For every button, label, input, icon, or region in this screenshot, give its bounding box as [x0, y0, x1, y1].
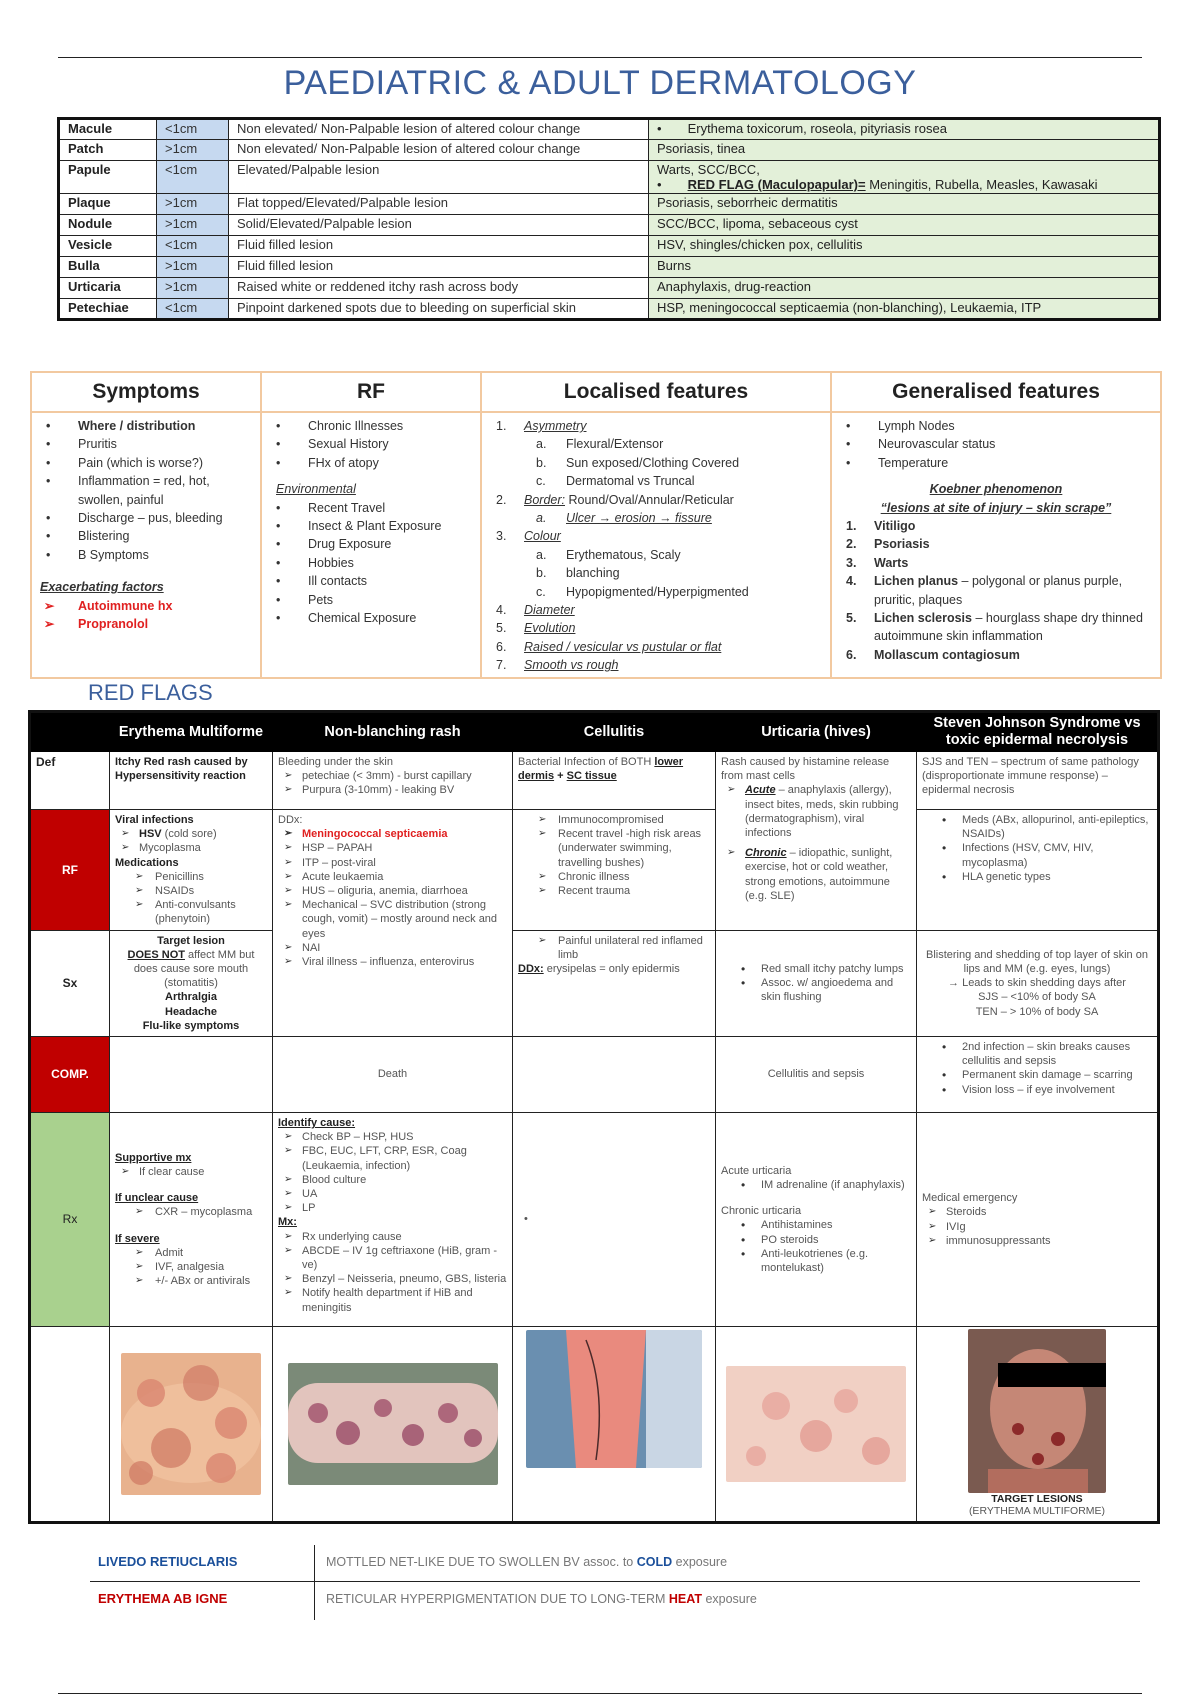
urt-sx [716, 930, 917, 1036]
list-item: • Red small itchy patchy lumps [721, 962, 911, 976]
lesion-size: <1cm [157, 299, 229, 320]
nbr-rx-mx-list [278, 1230, 507, 1315]
list-item: b. blanching [536, 566, 620, 581]
list-item: • HLA genetic types [922, 870, 1152, 884]
list-item: 4. Lichen planus – polygonal or planus purple, pruritic, plaques [846, 574, 1123, 607]
lesion-examples: Anaphylaxis, drug-reaction [649, 278, 1160, 299]
list-item: ➢ Painful unilateral red inflamed limb [518, 934, 710, 962]
list-item: ➢ ABCDE – IV 1g ceftriaxone (HiB, gram -ve) [278, 1244, 507, 1272]
em-sx [110, 930, 273, 1036]
list-item: ➢ FBC, EUC, LFT, CRP, ESR, Coag (Leukaemia, infection) [278, 1144, 507, 1172]
list-item: ➢ If clear cause [115, 1165, 267, 1179]
lesion-description: Raised white or reddened itchy rash across body [229, 278, 649, 299]
urt-rx-acute-list [721, 1178, 911, 1192]
koebner-list [840, 517, 1152, 664]
list-item: ➢ ITP – post-viral [278, 856, 507, 870]
sjs-rx-list [922, 1205, 1152, 1248]
nbr-comp: Death [273, 1037, 513, 1113]
list-item: ➢ Chronic – idiopathic, sunlight, exercise, hot or cold weather, strong emotions, autoimmune (e.g. SLE) [721, 846, 911, 903]
sjs-sx-4: TEN – > 10% of body SA [975, 1005, 1099, 1018]
list-item: • Pruritis [40, 435, 252, 453]
list-item: ➢ Propranolol [40, 615, 252, 633]
page-title: PAEDIATRIC & ADULT DERMATOLOGY [283, 64, 917, 102]
nbr-def-list [278, 769, 507, 797]
list-item: • Hobbies [270, 554, 472, 572]
target-caption-2: (ERYTHEMA MULTIFORME) [968, 1505, 1106, 1518]
erythema-multiforme-photo [121, 1353, 261, 1495]
lesion-description: Fluid filled lesion [229, 236, 649, 257]
urt-rx-acute: Acute urticaria [721, 1164, 792, 1177]
list-item: • Insect & Plant Exposure [270, 517, 472, 535]
list-item: ➢ Recent trauma [518, 884, 710, 898]
livedo-text: MOTTLED NET-LIKE DUE TO SWOLLEN BV assoc. to COLD exposure [326, 1555, 728, 1569]
table-row [59, 119, 1160, 140]
list-item: c. Dermatomal vs Truncal [536, 474, 695, 489]
list-item: ➢ Anti-convulsants (phenytoin) [115, 898, 267, 926]
bottom-divider-vertical [314, 1545, 315, 1620]
lesion-size: >1cm [157, 215, 229, 236]
list-item: 6. Mollascum contagiosum [846, 647, 1020, 662]
list-item: ➢ immunosuppressants [922, 1234, 1152, 1248]
generalised-list [840, 417, 1152, 472]
em-def: Itchy Red rash caused by Hypersensitivity reaction [110, 752, 273, 810]
symptoms-cell [31, 412, 261, 678]
list-item: • Discharge – pus, bleeding [40, 509, 252, 527]
exacerbating-list [40, 597, 252, 634]
urt-sx-list [721, 962, 911, 1005]
list-item: ➢ Autoimmune hx [40, 597, 252, 615]
lesion-size: >1cm [157, 140, 229, 161]
list-item: ➢ Steroids [922, 1205, 1152, 1219]
cel-sx [513, 930, 716, 1036]
header-generalised: Generalised features [831, 372, 1161, 412]
list-item: • Drug Exposure [270, 535, 472, 553]
list-item: • Vision loss – if eye involvement [922, 1083, 1152, 1097]
nbr-def-text: Bleeding under the skin [278, 756, 393, 768]
lesion-name: Patch [59, 140, 157, 161]
em-sx-flu: Flu-like symptoms [142, 1019, 240, 1032]
table-row [59, 161, 1160, 194]
em-rx-sup: Supportive mx [115, 1151, 192, 1164]
features-table [30, 371, 1162, 679]
table-row [59, 194, 1160, 215]
list-item: 3. Warts [846, 555, 909, 570]
em-rf-viral: Viral infections [115, 814, 194, 826]
urt-def-list [721, 783, 911, 903]
urt-rx-chronic-list [721, 1218, 911, 1275]
list-item: • IM adrenaline (if anaphylaxis) [721, 1178, 911, 1192]
lesion-description: Non elevated/ Non-Palpable lesion of altered colour change [229, 119, 649, 140]
list-item: • Recent Travel [270, 499, 472, 517]
list-item: ➢ Acute leukaemia [278, 870, 507, 884]
list-item: • FHx of atopy [270, 454, 472, 472]
list-item: 7. Smooth vs rough [496, 658, 619, 673]
list-item: ➢ IVIg [922, 1220, 1152, 1234]
cel-comp [513, 1037, 716, 1113]
lesion-name: Bulla [59, 257, 157, 278]
lesion-examples: • Erythema toxicorum, roseola, pityriasis rosea [649, 119, 1160, 140]
list-item: 2. Border: Round/Oval/Annular/Reticular [496, 492, 734, 507]
list-item: ➢ Mycoplasma [115, 841, 267, 855]
nbr-rx-id: Identify cause: [278, 1117, 356, 1130]
lesion-name: Petechiae [59, 299, 157, 320]
nbr-rx-mx: Mx: [278, 1216, 297, 1229]
lesion-description: Pinpoint darkened spots due to bleeding on superficial skin [229, 299, 649, 320]
cel-def: Bacterial Infection of BOTH lower dermis + SC tissue [513, 752, 716, 810]
list-item: • 2nd infection – skin breaks causes cellulitis and sepsis [922, 1040, 1152, 1068]
em-photo-cell [110, 1327, 273, 1523]
sjs-sx-1: Blistering and shedding of top layer of skin on lips and MM (e.g. eyes, lungs) [926, 948, 1148, 976]
list-item: 5. Evolution [496, 621, 576, 636]
em-rf-viral-list [115, 827, 267, 855]
sjs-rx [917, 1113, 1159, 1327]
lesion-description: Fluid filled lesion [229, 257, 649, 278]
list-item: • Permanent skin damage – scarring [922, 1068, 1152, 1082]
list-item: ➢ Viral illness – influenza, enterovirus [278, 955, 507, 969]
cellulitis-photo [526, 1330, 702, 1468]
lesion-examples: Psoriasis, tinea [649, 140, 1160, 161]
target-lesions-photo [968, 1329, 1106, 1493]
em-rx-severe: If severe [115, 1232, 160, 1245]
em-rf-meds: Medications [115, 856, 179, 869]
lesion-name: Macule [59, 119, 157, 140]
urt-rx-chronic: Chronic urticaria [721, 1205, 802, 1218]
header-localised: Localised features [481, 372, 831, 412]
list-item: a. Flexural/Extensor [536, 437, 664, 452]
header-non-blanching-rash: Non-blanching rash [273, 712, 513, 752]
em-rx-unclear: If unclear cause [115, 1192, 199, 1205]
list-item: ➢ Mechanical – SVC distribution (strong cough, vomit) – mostly around neck and eyes [278, 898, 507, 941]
table-row [59, 257, 1160, 278]
lesion-examples: Warts, SCC/BCC, • RED FLAG (Maculopapular)= Meningitis, Rubella, Measles, Kawasaki [649, 161, 1160, 194]
list-item: ➢ Recent travel -high risk areas (underwater swimming, travelling bushes) [518, 827, 710, 870]
non-blanching-rash-photo [288, 1363, 498, 1485]
lesion-size: <1cm [157, 236, 229, 257]
sjs-comp [917, 1037, 1159, 1113]
lesion-description: Elevated/Palpable lesion [229, 161, 649, 194]
list-item: ➢ Blood culture [278, 1173, 507, 1187]
list-item: ➢ HSV (cold sore) [115, 827, 267, 841]
nbr-rx-id-list [278, 1130, 507, 1215]
list-item: • Chemical Exposure [270, 609, 472, 627]
list-item: • Neurovascular status [840, 435, 1152, 453]
list-item: c. Hypopigmented/Hyperpigmented [536, 584, 749, 599]
list-item: ➢ HSP – PAPAH [278, 841, 507, 855]
exacerbating-title: Exacerbating factors [40, 580, 164, 595]
em-rx-severe-list [115, 1246, 267, 1289]
list-item: • Pets [270, 591, 472, 609]
list-item: • Lymph Nodes [840, 417, 1152, 435]
symptoms-list [40, 417, 252, 564]
urt-def [716, 752, 917, 931]
list-item: • Temperature [840, 454, 1152, 472]
list-item: ➢ CXR – mycoplasma [115, 1205, 267, 1219]
rf-cell [261, 412, 481, 678]
table-row [59, 299, 1160, 320]
list-item: 5. Lichen sclerosis – hourglass shape dry thinned autoimmune skin inflammation [846, 611, 1143, 644]
list-item: • Where / distribution [40, 417, 252, 435]
rf-list [270, 417, 472, 472]
urt-photo-cell [716, 1327, 917, 1523]
sjs-rf [917, 810, 1159, 931]
list-item: ➢ petechiae (< 3mm) - burst capillary [278, 769, 507, 783]
nbr-ddx-label: DDx: [278, 814, 303, 826]
list-item: a. Erythematous, Scaly [536, 547, 681, 562]
nbr-def [273, 752, 513, 810]
row-label-rf: RF [30, 810, 110, 931]
corner-header [30, 712, 110, 752]
cel-rx: • [513, 1113, 716, 1327]
bottom-divider [90, 1581, 1140, 1582]
list-item: ➢ IVF, analgesia [115, 1260, 267, 1274]
table-row [59, 215, 1160, 236]
list-item: ➢ UA [278, 1187, 507, 1201]
list-item: • Anti-leukotrienes (e.g. montelukast) [721, 1247, 911, 1275]
urt-def-text: Rash caused by histamine release from mast cells [721, 756, 890, 783]
nbr-rf [273, 810, 513, 1037]
em-rx-sup-list [115, 1165, 267, 1179]
list-item: • Infections (HSV, CMV, HIV, mycoplasma) [922, 841, 1152, 869]
row-label-def: Def [30, 752, 110, 810]
list-item: ➢ Benzyl – Neisseria, pneumo, GBS, listeria [278, 1272, 507, 1286]
em-rf-meds-list [115, 870, 267, 927]
cel-photo-cell [513, 1327, 716, 1523]
lesion-examples: SCC/BCC, lipoma, sebaceous cyst [649, 215, 1160, 236]
red-flags-title: RED FLAGS [88, 680, 213, 705]
urticaria-photo [726, 1366, 906, 1482]
environmental-list [270, 499, 472, 628]
sjs-comp-list [922, 1040, 1152, 1097]
cel-sx-list [518, 934, 710, 962]
list-item: • Sexual History [270, 435, 472, 453]
ab-igne-text: RETICULAR HYPERPIGMENTATION DUE TO LONG-TERM HEAT exposure [326, 1592, 757, 1606]
em-sx-target: Target lesion [157, 934, 225, 947]
cel-rf [513, 810, 716, 931]
list-item: 3. Colour [496, 529, 561, 544]
target-caption-1: TARGET LESIONS [991, 1493, 1083, 1506]
row-label-comp: COMP. [30, 1037, 110, 1113]
nbr-rf-list [278, 827, 507, 969]
lesion-examples: HSP, meningococcal septicaemia (non-blanching), Leukaemia, ITP [649, 299, 1160, 320]
cel-sx-ddx: DDx: erysipelas = only epidermis [518, 963, 680, 976]
list-item: 6. Raised / vesicular vs pustular or flat [496, 639, 722, 654]
list-item: ➢ Notify health department if HiB and meningitis [278, 1286, 507, 1314]
em-rx [110, 1113, 273, 1327]
list-item: • Inflammation = red, hot, swollen, painful [40, 472, 252, 509]
environmental-title: Environmental [276, 482, 356, 497]
list-item: 1. Asymmetry [496, 419, 587, 433]
row-label-sx: Sx [30, 930, 110, 1036]
urt-comp: Cellulitis and sepsis [716, 1037, 917, 1113]
lesion-table [57, 117, 1161, 321]
nbr-rx [273, 1113, 513, 1327]
ab-igne-label: ERYTHEMA AB IGNE [98, 1591, 228, 1606]
list-item: • Meds (ABx, allopurinol, anti-epileptics, NSAIDs) [922, 813, 1152, 841]
header-rf: RF [261, 372, 481, 412]
list-item: • Assoc. w/ angioedema and skin flushing [721, 976, 911, 1004]
list-item: ➢ +/- ABx or antivirals [115, 1274, 267, 1288]
table-row [59, 140, 1160, 161]
header-symptoms: Symptoms [31, 372, 261, 412]
list-item: ➢ Acute – anaphylaxis (allergy), insect bites, meds, skin rubbing (dermatographism), viral infections [721, 783, 911, 840]
lesion-examples: Burns [649, 257, 1160, 278]
lesion-examples: Psoriasis, seborrheic dermatitis [649, 194, 1160, 215]
generalised-cell [831, 412, 1161, 678]
photo-row-label [30, 1327, 110, 1523]
list-item: 4. Diameter [496, 603, 575, 618]
sjs-sx-2: → Leads to skin shedding days after [948, 977, 1126, 990]
lesion-examples: HSV, shingles/chicken pox, cellulitis [649, 236, 1160, 257]
list-item: ➢ Chronic illness [518, 870, 710, 884]
koebner-title: Koebner phenomenon [929, 482, 1063, 497]
lesion-description: Solid/Elevated/Palpable lesion [229, 215, 649, 236]
lesion-name: Plaque [59, 194, 157, 215]
list-item: • Ill contacts [270, 572, 472, 590]
nbr-photo-cell [273, 1327, 513, 1523]
list-item: • Chronic Illnesses [270, 417, 472, 435]
list-item: a. Ulcer → erosion → fissure [536, 511, 712, 526]
list-item: • Antihistamines [721, 1218, 911, 1232]
localised-cell [481, 412, 831, 678]
table-row [59, 278, 1160, 299]
em-sx-headache: Headache [165, 1005, 217, 1018]
livedo-label: LIVEDO RETIUCLARIS [98, 1554, 238, 1569]
header-urticaria: Urticaria (hives) [716, 712, 917, 752]
lesion-size: <1cm [157, 161, 229, 194]
lesion-name: Nodule [59, 215, 157, 236]
lesion-size: <1cm [157, 119, 229, 140]
sjs-sx [917, 930, 1159, 1036]
cel-rf-list [518, 813, 710, 898]
sjs-def: SJS and TEN – spectrum of same pathology (disproportionate immune response) – epidermal necrosis [917, 752, 1159, 810]
lesion-size: >1cm [157, 194, 229, 215]
list-item: ➢ NSAIDs [115, 884, 267, 898]
table-row [59, 236, 1160, 257]
list-item: ➢ HUS – oliguria, anemia, diarrhoea [278, 884, 507, 898]
list-item: • Pain (which is worse?) [40, 454, 252, 472]
localised-list [490, 417, 822, 675]
em-rf [110, 810, 273, 931]
list-item: 1. Vitiligo [846, 519, 916, 534]
lesion-size: >1cm [157, 278, 229, 299]
lesion-name: Vesicle [59, 236, 157, 257]
sjs-rx-title: Medical emergency [922, 1192, 1018, 1205]
list-item: ➢ NAI [278, 941, 507, 955]
list-item: ➢ Immunocompromised [518, 813, 710, 827]
list-item: 2. Psoriasis [846, 537, 930, 552]
list-item: ➢ Admit [115, 1246, 267, 1260]
lesion-description: Non elevated/ Non-Palpable lesion of altered colour change [229, 140, 649, 161]
list-item: ➢ Meningococcal septicaemia [278, 827, 507, 841]
list-item: ➢ Check BP – HSP, HUS [278, 1130, 507, 1144]
lesion-size: >1cm [157, 257, 229, 278]
bottom-rule [58, 1693, 1142, 1694]
koebner-quote: “lesions at site of injury – skin scrape” [880, 500, 1112, 515]
list-item: b. Sun exposed/Clothing Covered [536, 455, 740, 470]
em-sx-mm: DOES NOT affect MM but does cause sore mouth (stomatitis) [127, 948, 255, 990]
lesion-description: Flat topped/Elevated/Palpable lesion [229, 194, 649, 215]
header-erythema-multiforme: Erythema Multiforme [110, 712, 273, 752]
row-label-rx: Rx [30, 1113, 110, 1327]
em-rx-unclear-list [115, 1205, 267, 1219]
header-cellulitis: Cellulitis [513, 712, 716, 752]
list-item: • Blistering [40, 527, 252, 545]
em-sx-arthralgia: Arthralgia [165, 991, 217, 1004]
list-item: • PO steroids [721, 1233, 911, 1247]
sjs-sx-3: SJS – <10% of body SA [978, 991, 1096, 1004]
list-item: ➢ Purpura (3-10mm) - leaking BV [278, 783, 507, 797]
em-comp [110, 1037, 273, 1113]
red-flag-line: • RED FLAG (Maculopapular)= Meningitis, Rubella, Measles, Kawasaki [657, 177, 1098, 192]
list-item: ➢ Rx underlying cause [278, 1230, 507, 1244]
lesion-name: Urticaria [59, 278, 157, 299]
list-item: ➢ Penicillins [115, 870, 267, 884]
red-flags-table [28, 710, 1160, 1524]
urt-rx [716, 1113, 917, 1327]
sjs-photo-cell [917, 1327, 1159, 1523]
list-item: ➢ LP [278, 1201, 507, 1215]
lesion-name: Papule [59, 161, 157, 194]
sjs-rf-list [922, 813, 1152, 884]
top-rule [58, 57, 1142, 58]
list-item: • B Symptoms [40, 546, 252, 564]
header-sjs-ten: Steven Johnson Syndrome vs toxic epidermal necrolysis [917, 712, 1159, 752]
